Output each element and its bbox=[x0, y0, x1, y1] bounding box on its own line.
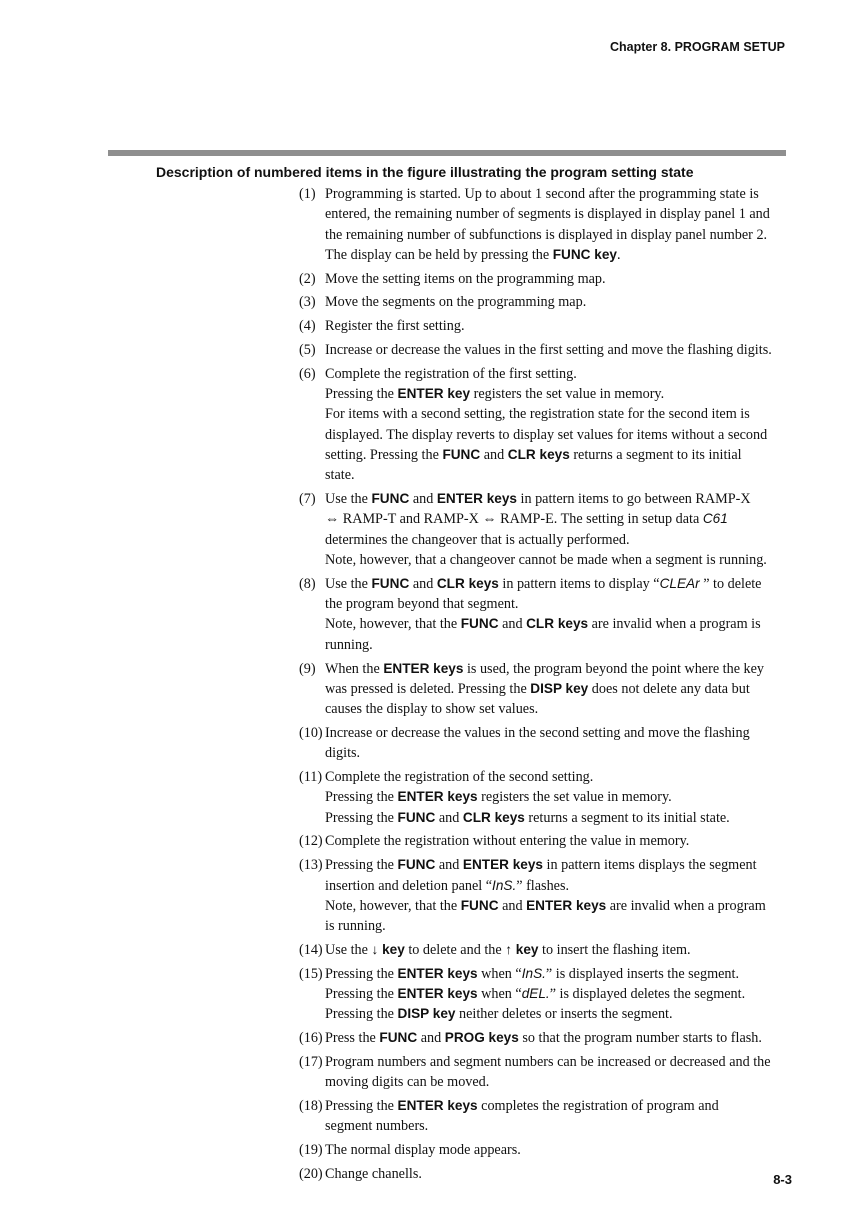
text-run: the program beyond that segment. bbox=[325, 596, 519, 613]
key-name: CLR keys bbox=[436, 575, 499, 591]
text-run: Use the bbox=[325, 575, 372, 592]
list-item bbox=[299, 1140, 789, 1160]
key-name: ENTER keys bbox=[436, 491, 517, 507]
item-number: (9) bbox=[299, 660, 316, 677]
list-item bbox=[299, 1028, 789, 1048]
text-line bbox=[325, 489, 789, 509]
text-run: registers the set value in memory. bbox=[477, 789, 672, 806]
item-number: (8) bbox=[299, 575, 316, 592]
text-line bbox=[325, 184, 789, 204]
text-run: determines the changeover that is actually performed. bbox=[325, 531, 630, 548]
text-line bbox=[325, 699, 789, 719]
text-line bbox=[325, 316, 789, 336]
chapter-header: Chapter 8. PROGRAM SETUP bbox=[609, 40, 785, 54]
text-line bbox=[325, 1164, 789, 1184]
item-text bbox=[325, 723, 789, 764]
text-line bbox=[325, 787, 789, 807]
text-run: to insert the flashing item. bbox=[538, 941, 691, 958]
text-run: Pressing the bbox=[325, 1097, 398, 1114]
item-number: (18) bbox=[299, 1097, 323, 1114]
key-name: DISP key bbox=[530, 680, 589, 696]
item-number: (15) bbox=[299, 965, 323, 982]
text-run: entered, the remaining number of segments is displayed in display panel 1 and bbox=[325, 206, 770, 223]
text-run: is used, the program beyond the point where the key bbox=[463, 660, 765, 677]
text-run: and bbox=[409, 491, 437, 508]
text-run: is running. bbox=[325, 918, 386, 935]
item-text bbox=[325, 1096, 789, 1137]
text-line bbox=[325, 1004, 789, 1024]
numbered-item-list bbox=[299, 184, 789, 1188]
text-run: Pressing the bbox=[325, 386, 398, 403]
text-line bbox=[325, 964, 789, 984]
text-line bbox=[325, 635, 789, 655]
list-item bbox=[299, 1052, 789, 1093]
text-run: and bbox=[417, 1030, 445, 1047]
list-item bbox=[299, 340, 789, 360]
text-run: Pressing the bbox=[325, 965, 398, 982]
text-line bbox=[325, 1052, 789, 1072]
display-code: CLEAr bbox=[659, 575, 700, 591]
key-name: FUNC bbox=[460, 897, 499, 913]
text-line bbox=[325, 984, 789, 1004]
item-text bbox=[325, 1140, 789, 1160]
text-run: Move the segments on the programming map. bbox=[325, 294, 587, 311]
text-line bbox=[325, 384, 789, 404]
list-item bbox=[299, 364, 789, 486]
text-run: and bbox=[435, 809, 463, 826]
text-line bbox=[325, 204, 789, 224]
text-run: setting. Pressing the bbox=[325, 447, 443, 464]
text-run: Increase or decrease the values in the second setting and move the flashing bbox=[325, 724, 750, 741]
display-code: InS. bbox=[492, 877, 517, 893]
item-text bbox=[325, 364, 789, 486]
text-run: to delete and the bbox=[404, 941, 506, 958]
item-number: (13) bbox=[299, 857, 323, 874]
key-name: ENTER keys bbox=[397, 985, 478, 1001]
item-text bbox=[325, 767, 789, 828]
text-run: Press the bbox=[325, 1030, 380, 1047]
list-item bbox=[299, 1096, 789, 1137]
text-line bbox=[325, 940, 789, 960]
text-run: in pattern items to go between RAMP-X bbox=[516, 491, 751, 508]
text-line bbox=[325, 1096, 789, 1116]
list-item bbox=[299, 940, 789, 960]
item-text bbox=[325, 269, 789, 289]
text-run: in pattern items to display “ bbox=[498, 575, 660, 592]
text-run: Use the bbox=[325, 941, 372, 958]
list-item bbox=[299, 1164, 789, 1184]
text-run: are invalid when a program is bbox=[588, 616, 761, 633]
text-run: Note, however, that the bbox=[325, 897, 461, 914]
item-text bbox=[325, 940, 789, 960]
text-line bbox=[325, 245, 789, 265]
text-run: Pressing the bbox=[325, 1006, 398, 1023]
item-number: (16) bbox=[299, 1030, 323, 1047]
text-run: ” is displayed inserts the segment. bbox=[545, 965, 739, 982]
text-run: so that the program number starts to flash. bbox=[518, 1030, 762, 1047]
item-text bbox=[325, 659, 789, 720]
text-run: are invalid when a program bbox=[606, 897, 766, 914]
key-name: DISP key bbox=[397, 1006, 456, 1022]
text-run: The display can be held by pressing the bbox=[325, 246, 553, 263]
text-run: Pressing the bbox=[325, 857, 398, 874]
key-name: FUNC bbox=[371, 575, 410, 591]
section-divider bbox=[108, 150, 786, 156]
item-text bbox=[325, 489, 789, 570]
key-name: CLR keys bbox=[462, 809, 525, 825]
text-line bbox=[325, 445, 789, 465]
text-line bbox=[325, 1028, 789, 1048]
key-name: FUNC bbox=[460, 616, 499, 632]
text-run: segment numbers. bbox=[325, 1118, 429, 1135]
item-number: (17) bbox=[299, 1053, 323, 1070]
text-run: Pressing the bbox=[325, 789, 398, 806]
list-item bbox=[299, 184, 789, 265]
text-run: digits. bbox=[325, 745, 361, 762]
item-number: (6) bbox=[299, 365, 316, 382]
item-number: (12) bbox=[299, 833, 323, 850]
key-name: ↑ key bbox=[505, 941, 539, 957]
text-run: and bbox=[498, 897, 527, 914]
text-line bbox=[325, 876, 789, 896]
text-run: Program numbers and segment numbers can be increased or decreased and the bbox=[325, 1053, 771, 1070]
key-name: ↓ key bbox=[371, 941, 405, 957]
text-run: returns a segment to its initial state. bbox=[524, 809, 730, 826]
item-text bbox=[325, 831, 789, 851]
text-run: Register the first setting. bbox=[325, 318, 465, 335]
text-run: in pattern items displays the segment bbox=[542, 857, 757, 874]
item-number: (11) bbox=[299, 769, 323, 786]
text-run: ⇔ RAMP-T and RAMP-X ⇔ RAMP-E. The setting in setup data bbox=[325, 511, 703, 528]
item-text bbox=[325, 316, 789, 336]
key-name: FUNC bbox=[397, 809, 436, 825]
list-item bbox=[299, 659, 789, 720]
text-line bbox=[325, 1072, 789, 1092]
text-run: does not delete any data but bbox=[588, 680, 750, 697]
text-run: Pressing the bbox=[325, 985, 398, 1002]
item-number: (10) bbox=[299, 724, 323, 741]
item-number: (5) bbox=[299, 342, 316, 359]
text-run: Note, however, that the bbox=[325, 616, 461, 633]
text-run: and bbox=[435, 857, 463, 874]
text-run: Pressing the bbox=[325, 809, 398, 826]
text-run: running. bbox=[325, 636, 373, 653]
display-code: dEL. bbox=[521, 985, 550, 1001]
text-run: insertion and deletion panel “ bbox=[325, 877, 493, 894]
key-name: ENTER keys bbox=[526, 897, 607, 913]
text-run: and bbox=[409, 575, 437, 592]
item-number: (14) bbox=[299, 941, 323, 958]
item-text bbox=[325, 964, 789, 1025]
text-line bbox=[325, 269, 789, 289]
item-text bbox=[325, 184, 789, 265]
text-run: causes the display to show set values. bbox=[325, 701, 539, 718]
text-run: Complete the registration without entering the value in memory. bbox=[325, 833, 690, 850]
text-run: Use the bbox=[325, 491, 372, 508]
text-run: Note, however, that a changeover cannot be made when a segment is running. bbox=[325, 552, 767, 569]
text-run: moving digits can be moved. bbox=[325, 1074, 490, 1091]
text-run: . bbox=[616, 246, 621, 263]
text-run: returns a segment to its initial bbox=[569, 447, 742, 464]
text-line bbox=[325, 679, 789, 699]
text-line bbox=[325, 723, 789, 743]
text-run: Change chanells. bbox=[325, 1165, 422, 1182]
text-run: registers the set value in memory. bbox=[470, 386, 665, 403]
text-line bbox=[325, 1116, 789, 1136]
list-item bbox=[299, 831, 789, 851]
text-run: neither deletes or inserts the segment. bbox=[455, 1006, 673, 1023]
key-name: ENTER keys bbox=[397, 789, 478, 805]
text-line bbox=[325, 659, 789, 679]
text-run: When the bbox=[325, 660, 384, 677]
item-number: (1) bbox=[299, 186, 316, 202]
text-run: Complete the registration of the second setting. bbox=[325, 769, 594, 786]
text-run: completes the registration of program and bbox=[477, 1097, 719, 1114]
key-name: ENTER keys bbox=[397, 1097, 478, 1113]
text-line bbox=[325, 225, 789, 245]
list-item bbox=[299, 855, 789, 936]
item-number: (4) bbox=[299, 318, 316, 335]
text-line bbox=[325, 550, 789, 570]
text-run: The normal display mode appears. bbox=[325, 1142, 521, 1159]
text-run: was pressed is deleted. Pressing the bbox=[325, 680, 531, 697]
item-text bbox=[325, 1028, 789, 1048]
text-run: ” flashes. bbox=[516, 877, 570, 894]
section-title: Description of numbered items in the figure illustrating the program setting state bbox=[156, 164, 694, 180]
key-name: ENTER key bbox=[397, 386, 471, 402]
key-name: ENTER keys bbox=[462, 857, 543, 873]
list-item bbox=[299, 964, 789, 1025]
key-name: FUNC bbox=[371, 491, 410, 507]
item-number: (19) bbox=[299, 1142, 323, 1159]
text-run: Complete the registration of the first setting. bbox=[325, 365, 577, 382]
text-line bbox=[325, 1140, 789, 1160]
list-item bbox=[299, 489, 789, 570]
list-item bbox=[299, 316, 789, 336]
text-line bbox=[325, 364, 789, 384]
key-name: FUNC bbox=[397, 857, 436, 873]
list-item bbox=[299, 292, 789, 312]
text-run: when “ bbox=[477, 985, 522, 1002]
item-text bbox=[325, 340, 789, 360]
item-text bbox=[325, 574, 789, 655]
text-line bbox=[325, 530, 789, 550]
text-line bbox=[325, 896, 789, 916]
text-run: Move the setting items on the programming map. bbox=[325, 270, 606, 287]
key-name: PROG keys bbox=[444, 1030, 519, 1046]
text-line bbox=[325, 465, 789, 485]
item-number: (2) bbox=[299, 270, 316, 287]
key-name: FUNC bbox=[379, 1030, 418, 1046]
text-line bbox=[325, 340, 789, 360]
text-line bbox=[325, 292, 789, 312]
text-line bbox=[325, 831, 789, 851]
text-line bbox=[325, 614, 789, 634]
item-text bbox=[325, 1164, 789, 1184]
item-number: (3) bbox=[299, 294, 316, 311]
text-run: when “ bbox=[477, 965, 522, 982]
item-text bbox=[325, 1052, 789, 1093]
display-code: C61 bbox=[702, 511, 728, 527]
text-run: and bbox=[480, 447, 508, 464]
text-line bbox=[325, 743, 789, 763]
text-run: and bbox=[498, 616, 527, 633]
key-name: CLR keys bbox=[526, 616, 589, 632]
item-text bbox=[325, 855, 789, 936]
text-run: ” to delete bbox=[699, 575, 762, 592]
text-run: the remaining number of subfunctions is displayed in display panel number 2. bbox=[325, 226, 768, 243]
text-run: state. bbox=[325, 467, 355, 484]
text-run: ” is displayed deletes the segment. bbox=[549, 985, 746, 1002]
item-number: (20) bbox=[299, 1165, 323, 1182]
key-name: ENTER keys bbox=[397, 965, 478, 981]
text-line bbox=[325, 425, 789, 445]
text-line bbox=[325, 767, 789, 787]
text-run: For items with a second setting, the registration state for the second item is bbox=[325, 406, 750, 423]
text-line bbox=[325, 808, 789, 828]
text-line bbox=[325, 404, 789, 424]
list-item bbox=[299, 767, 789, 828]
page-number: 8-3 bbox=[773, 1172, 792, 1187]
key-name: FUNC key bbox=[552, 246, 617, 262]
item-number: (7) bbox=[299, 491, 316, 508]
item-text bbox=[325, 292, 789, 312]
text-run: Increase or decrease the values in the first setting and move the flashing digits. bbox=[325, 342, 772, 359]
text-line bbox=[325, 594, 789, 614]
text-run: displayed. The display reverts to display set values for items without a second bbox=[325, 426, 768, 443]
key-name: CLR keys bbox=[507, 447, 570, 463]
list-item bbox=[299, 574, 789, 655]
display-code: InS. bbox=[521, 965, 546, 981]
text-line bbox=[325, 574, 789, 594]
text-run: Programming is started. Up to about 1 second after the programming state is bbox=[325, 186, 759, 202]
list-item bbox=[299, 269, 789, 289]
text-line bbox=[325, 855, 789, 875]
key-name: ENTER keys bbox=[383, 660, 464, 676]
text-line bbox=[325, 916, 789, 936]
key-name: FUNC bbox=[442, 447, 481, 463]
text-line bbox=[325, 509, 789, 529]
list-item bbox=[299, 723, 789, 764]
